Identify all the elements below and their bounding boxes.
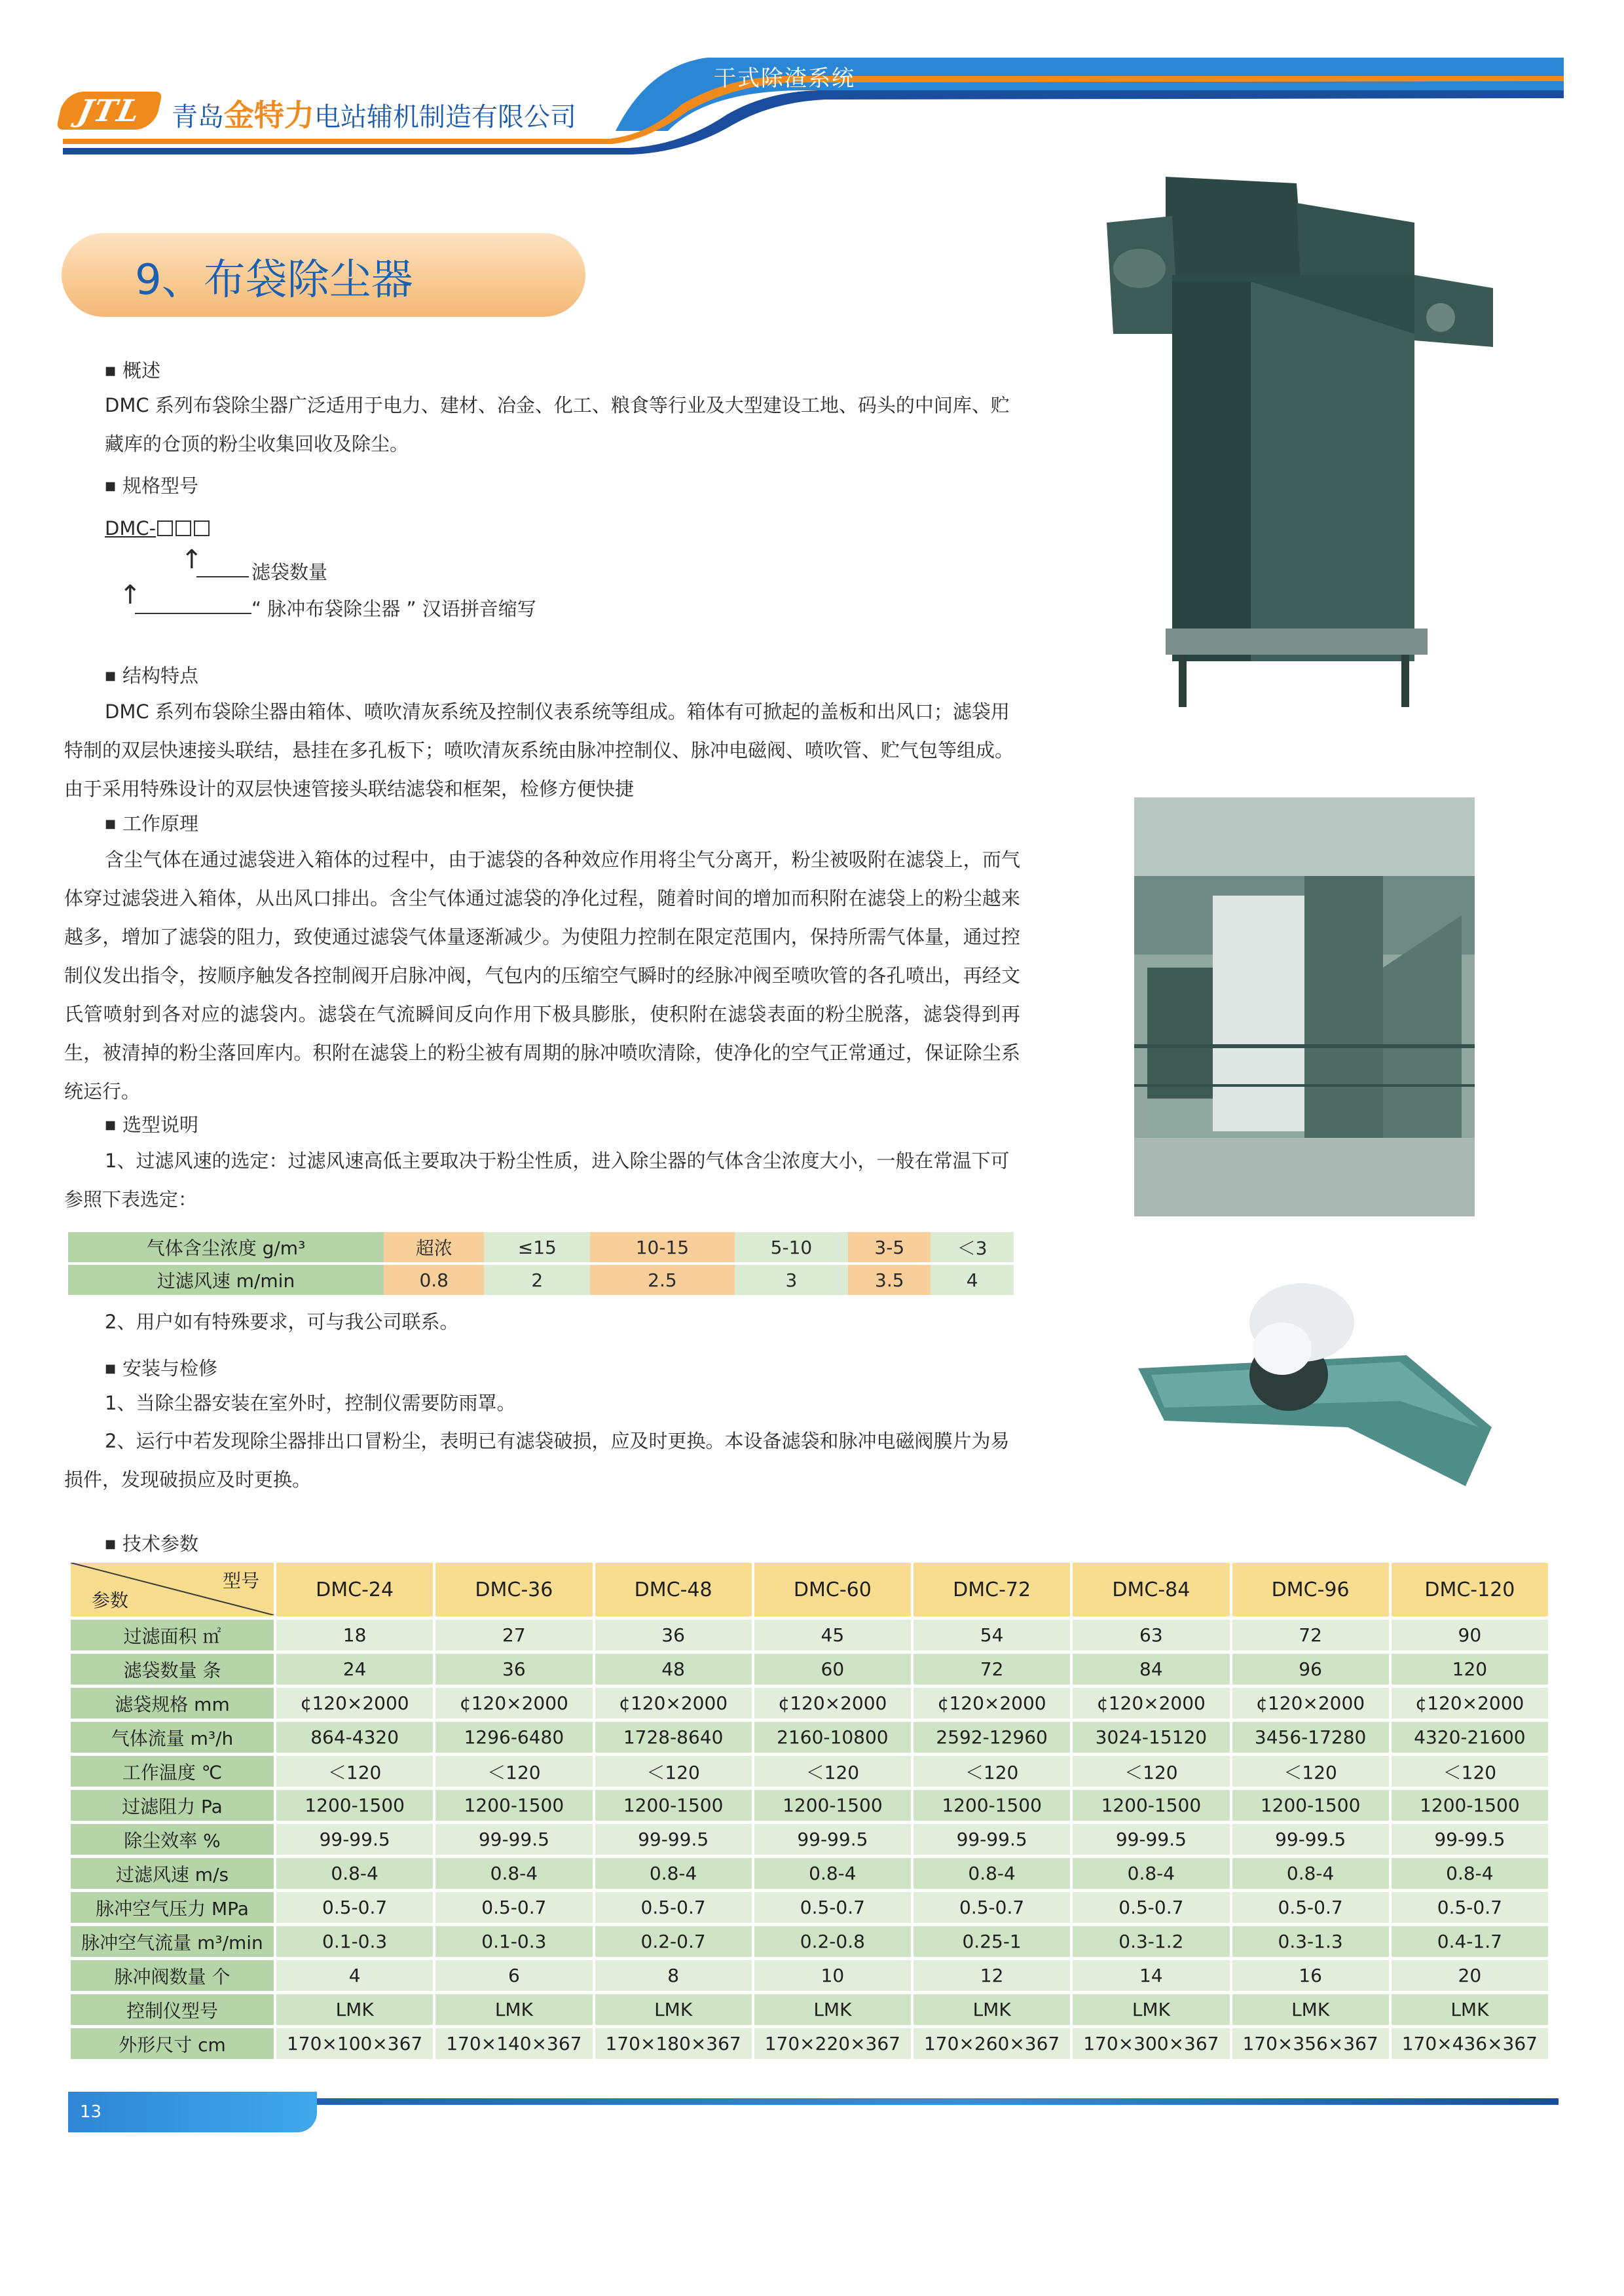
table-cell: ¢120×2000 [435,1688,592,1719]
table-cell: 72 [913,1654,1070,1685]
table-cell: 1200-1500 [1232,1790,1389,1821]
table-cell: 54 [913,1620,1070,1650]
corner-param-label: 参数 [92,1590,129,1611]
table-cell: 12 [913,1960,1070,1991]
table-cell: 0.8-4 [595,1858,752,1889]
table-cell: 170×220×367 [754,2028,911,2059]
table-cell: 99-99.5 [1232,1824,1389,1855]
table-cell: 8 [595,1960,752,1991]
table-cell: ＜120 [913,1756,1070,1787]
table-cell: 3.5 [848,1265,931,1295]
table-row [71,1926,1548,1957]
table-cell: ＜120 [276,1756,433,1787]
table-cell: 99-99.5 [1392,1824,1548,1855]
model-header: DMC-120 [1392,1563,1548,1616]
table-cell: 60 [754,1654,911,1685]
installation-photo [1134,797,1475,1216]
table-cell: 170×180×367 [595,2028,752,2059]
model-header: DMC-96 [1232,1563,1389,1616]
table-cell: 99-99.5 [913,1824,1070,1855]
table-cell: 63 [1073,1620,1229,1650]
table-cell: ＜120 [754,1756,911,1787]
table-cell: 99-99.5 [1073,1824,1229,1855]
table-cell: ＜120 [1232,1756,1389,1787]
table-cell: 超浓 [384,1232,484,1262]
table-cell: 14 [1073,1960,1229,1991]
table-cell: ¢120×2000 [1392,1688,1548,1719]
table-cell: 1200-1500 [1073,1790,1229,1821]
params-heading: ■ 技术参数 [105,1529,198,1556]
selection-heading: ■ 选型说明 [105,1110,198,1137]
selection-item2: 2、用户如有特殊要求，可与我公司联系。 [105,1311,459,1333]
arrow-up-icon: ↑ [119,580,141,610]
table-cell: 1200-1500 [913,1790,1070,1821]
table-row [68,1232,1014,1262]
table-cell: ＜120 [435,1756,592,1787]
param-label: 滤袋规格 mm [71,1688,274,1719]
overview-text: DMC 系列布袋除尘器广泛适用于电力、建材、冶金、化工、粮食等行业及大型建设工地、码头的中间库、贮藏库的仓顶的粉尘收集回收及除尘。 [105,394,1010,455]
table-cell: 3-5 [848,1232,931,1262]
table-cell: LMK [276,1994,433,2025]
table-cell: 0.8 [384,1265,484,1295]
model-note-bags: 滤袋数量 [251,561,328,583]
model-header: DMC-48 [595,1563,752,1616]
table-row [71,2028,1548,2059]
model-header: DMC-60 [754,1563,911,1616]
dust-collector-photo [1087,177,1513,727]
param-label: 过滤风速 m/s [71,1858,274,1889]
table-cell: 0.5-0.7 [276,1892,433,1923]
table-cell: LMK [913,1994,1070,2025]
overview-heading: ■ 概述 [105,356,160,383]
table-cell: LMK [1232,1994,1389,2025]
param-label: 脉冲阀数量 个 [71,1960,274,1991]
table-cell: 0.8-4 [1232,1858,1389,1889]
table-row [71,1688,1548,1719]
model-code: DMC- [105,517,211,539]
table-cell: 5-10 [735,1232,848,1262]
table-cell: 4 [276,1960,433,1991]
model-header: DMC-84 [1073,1563,1229,1616]
company-logo: JTL [56,92,162,130]
table-cell: ¢120×2000 [1232,1688,1389,1719]
filter-bag-photo [1125,1277,1505,1499]
table-cell: 0.2-0.7 [595,1926,752,1957]
table-cell: 0.5-0.7 [913,1892,1070,1923]
table-cell: 170×436×367 [1392,2028,1548,2059]
table-cell: 0.5-0.7 [1232,1892,1389,1923]
table-cell: 3 [735,1265,848,1295]
param-label: 过滤阻力 Pa [71,1790,274,1821]
table-cell: LMK [595,1994,752,2025]
table-row [68,1265,1014,1295]
table-cell: 2160-10800 [754,1722,911,1753]
table-cell: ¢120×2000 [276,1688,433,1719]
table-cell: 27 [435,1620,592,1650]
table-cell: 120 [1392,1654,1548,1685]
table-cell: LMK [1392,1994,1548,2025]
model-header: DMC-72 [913,1563,1070,1616]
table-cell: ＜120 [595,1756,752,1787]
table-cell: 0.8-4 [754,1858,911,1889]
table-header-row [71,1563,1548,1616]
table-cell: ¢120×2000 [595,1688,752,1719]
table-cell: ＜120 [1392,1756,1548,1787]
table-cell: 170×140×367 [435,2028,592,2059]
table-cell: 0.8-4 [1392,1858,1548,1889]
table-cell: 3024-15120 [1073,1722,1229,1753]
table-cell: 0.8-4 [435,1858,592,1889]
table-cell: 10-15 [590,1232,735,1262]
table-corner [71,1563,274,1616]
table-cell: 1200-1500 [754,1790,911,1821]
param-label: 除尘效率 % [71,1824,274,1855]
table-cell: 3456-17280 [1232,1722,1389,1753]
table-row [71,1892,1548,1923]
model-leader-line [196,576,249,577]
table-cell: 20 [1392,1960,1548,1991]
table-cell: LMK [1073,1994,1229,2025]
table-cell: 0.4-1.7 [1392,1926,1548,1957]
table-cell: 0.3-1.2 [1073,1926,1229,1957]
arrow-up-icon: ↑ [181,545,203,575]
table-row [71,1722,1548,1753]
table-row [71,1994,1548,2025]
table-cell: 864-4320 [276,1722,433,1753]
table-cell: 0.5-0.7 [435,1892,592,1923]
table-cell: 10 [754,1960,911,1991]
table-cell: ＜120 [1073,1756,1229,1787]
table-cell: 0.5-0.7 [754,1892,911,1923]
param-label: 气体流量 m³/h [71,1722,274,1753]
install-heading: ■ 安装与检修 [105,1354,217,1381]
model-header: DMC-36 [435,1563,592,1616]
table-cell: 16 [1232,1960,1389,1991]
table-cell: 4 [931,1265,1014,1295]
param-label: 滤袋数量 条 [71,1654,274,1685]
table-cell: 1200-1500 [1392,1790,1548,1821]
param-label: 脉冲空气流量 m³/min [71,1926,274,1957]
table-cell: 1200-1500 [595,1790,752,1821]
table-cell: 96 [1232,1654,1389,1685]
table-cell: 1200-1500 [276,1790,433,1821]
table-cell: 170×100×367 [276,2028,433,2059]
table-cell: ¢120×2000 [754,1688,911,1719]
table-cell: 170×300×367 [1073,2028,1229,2059]
table-cell: 99-99.5 [595,1824,752,1855]
model-leader-line [135,613,251,614]
table-cell: 0.8-4 [913,1858,1070,1889]
table-row [71,1858,1548,1889]
table-cell: 0.25-1 [913,1926,1070,1957]
corner-model-label: 型号 [222,1570,259,1592]
row-label: 过滤风速 m/min [68,1265,384,1295]
param-label: 工作温度 ℃ [71,1756,274,1787]
table-cell: 2 [484,1265,590,1295]
table-cell: 0.2-0.8 [754,1926,911,1957]
table-row [71,1654,1548,1685]
param-label: 过滤面积 ㎡ [71,1620,274,1650]
table-cell: ¢120×2000 [1073,1688,1229,1719]
model-heading: ■ 规格型号 [105,471,198,498]
page-number: 13 [80,2102,102,2122]
table-cell: 90 [1392,1620,1548,1650]
table-cell: ＜3 [931,1232,1014,1262]
parameter-table-body [71,1620,1548,2059]
table-cell: ¢120×2000 [913,1688,1070,1719]
table-cell: 18 [276,1620,433,1650]
table-row [71,1620,1548,1650]
install-item2: 2、运行中若发现除尘器排出口冒粉尘，表明已有滤袋破损，应及时更换。本设备滤袋和脉冲电磁阀膜片为易损件，发现破损应及时更换。 [64,1430,1010,1491]
parameter-table [68,1559,1551,2062]
velocity-table [68,1230,1014,1298]
table-cell: 99-99.5 [276,1824,433,1855]
table-cell: 0.1-0.3 [276,1926,433,1957]
table-cell: 36 [595,1620,752,1650]
table-cell: 1200-1500 [435,1790,592,1821]
structure-heading: ■ 结构特点 [105,661,198,688]
model-header: DMC-24 [276,1563,433,1616]
table-cell: 24 [276,1654,433,1685]
table-cell: 45 [754,1620,911,1650]
company-name: 青岛金特力电站辅机制造有限公司 [172,98,576,133]
table-cell: 0.5-0.7 [595,1892,752,1923]
table-cell: 72 [1232,1620,1389,1650]
table-cell: 6 [435,1960,592,1991]
install-item1: 1、当除尘器安装在室外时，控制仪需要防雨罩。 [105,1392,516,1414]
table-cell: 0.8-4 [1073,1858,1229,1889]
footer-tab [68,2092,317,2132]
table-cell: 84 [1073,1654,1229,1685]
principle-text: 含尘气体在通过滤袋进入箱体的过程中，由于滤袋的各种效应作用将尘气分离开，粉尘被吸附在滤袋上，而气体穿过滤袋进入箱体，从出风口排出。含尘气体通过滤袋的净化过程，随着时间的增加而积附在滤袋上的粉尘越来越多，增加了滤袋的阻力，致使通过滤袋气体量逐渐减少。为使阻力控制在限定范围内，保持所需气体量，通过控制仪发出指令，按顺序触发各控制阀开启脉冲阀，气包内的压缩空气瞬时的经脉冲阀至喷吹管的各孔喷出，再经文氏管喷射到各对应的滤袋内。滤袋在气流瞬间反向作用下极具膨胀，使积附在滤袋表面的粉尘脱落，滤袋得到再生，被清掉的粉尘落回库内。积附在滤袋上的粉尘被有周期的脉冲喷吹清除，使净化的空气正常通过，保证除尘系统运行。 [64,848,1020,1102]
selection-item1: 1、过滤风速的选定：过滤风速高低主要取决于粉尘性质，进入除尘器的气体含尘浓度大小，一般在常温下可参照下表选定： [64,1150,1010,1211]
table-cell: 0.5-0.7 [1392,1892,1548,1923]
table-cell: 48 [595,1654,752,1685]
table-cell: 99-99.5 [435,1824,592,1855]
table-row [71,1790,1548,1821]
model-note-abbr: “ 脉冲布袋除尘器 ” 汉语拼音缩写 [251,598,536,620]
table-row [71,1756,1548,1787]
principle-heading: ■ 工作原理 [105,809,198,836]
table-cell: 4320-21600 [1392,1722,1548,1753]
table-cell: 2.5 [590,1265,735,1295]
structure-text: DMC 系列布袋除尘器由箱体、喷吹清灰系统及控制仪表系统等组成。箱体有可掀起的盖板和出风口；滤袋用特制的双层快速接头联结，悬挂在多孔板下；喷吹清灰系统由脉冲控制仪、脉冲电磁阀、喷吹管、贮气包等组成。由于采用特殊设计的双层快速管接头联结滤袋和框架，检修方便快捷 [64,701,1014,800]
page-title: 9、布袋除尘器 [135,256,413,304]
table-cell: LMK [754,1994,911,2025]
table-cell: 99-99.5 [754,1824,911,1855]
table-cell: 1296-6480 [435,1722,592,1753]
table-row [71,1824,1548,1855]
table-cell: 0.1-0.3 [435,1926,592,1957]
table-cell: 0.3-1.3 [1232,1926,1389,1957]
param-label: 控制仪型号 [71,1994,274,2025]
table-cell: 0.8-4 [276,1858,433,1889]
table-cell: 170×356×367 [1232,2028,1389,2059]
table-cell: LMK [435,1994,592,2025]
table-cell: 36 [435,1654,592,1685]
table-cell: 1728-8640 [595,1722,752,1753]
param-label: 外形尺寸 cm [71,2028,274,2059]
table-cell: ≤15 [484,1232,590,1262]
table-cell: 2592-12960 [913,1722,1070,1753]
table-cell: 170×260×367 [913,2028,1070,2059]
row-label: 气体含尘浓度 g/m³ [68,1232,384,1262]
table-cell: 0.5-0.7 [1073,1892,1229,1923]
table-row [71,1960,1548,1991]
param-label: 脉冲空气压力 MPa [71,1892,274,1923]
section-label: 干式除渣系统 [714,65,855,92]
